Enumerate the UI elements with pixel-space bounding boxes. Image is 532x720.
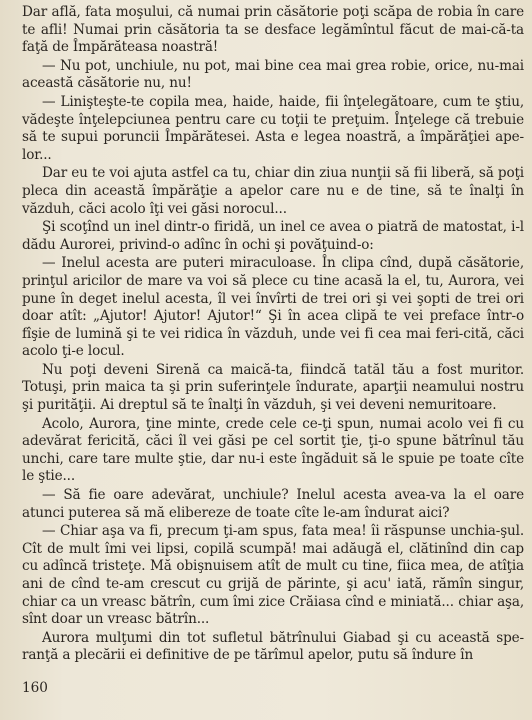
paragraph: Şi scoţînd un inel dintr-o firidă, un inel ce avea o piatră de matostat, i-l dădu Aurorei, privind-o adînc în ochi şi povăţuind-o: xyxy=(22,219,524,253)
page-text xyxy=(22,4,524,665)
paragraph: Dar eu te voi ajuta astfel ca tu, chiar din ziua nunţii să fii liberă, să poţi pleca din această împărăţie a apelor care nu e de tine, să te înalţi în văzduh, căci acolo îţi vei găsi norocul... xyxy=(22,165,524,217)
paragraph: Acolo, Aurora, ţine minte, crede cele ce-ţi spun, numai acolo vei fi cu adevărat fericită, căci îl vei găsi pe cel sortit ţie, ţi-o spune bătrînul tău unchi, care tare multe ştie, dar nu-i este îngăduit să le spuie pe toate cîte le ştie... xyxy=(22,415,524,485)
paragraph: — Să fie oare adevărat, unchiule? Inelul acesta avea-va la el oare atunci puterea să mă elibereze de toate cîte le-am îndurat aici? xyxy=(22,487,524,521)
paragraph: — Inelul acesta are puteri miraculoase. În clipa cînd, după căsătorie, prinţul aricilor de mare va voi să plece cu tine acasă la el, tu, Aurora, vei pune în deget inelul acesta, îl vei învîrti de trei ori şi vei şopti de trei ori doar atît: „Ajutor! Ajutor! Ajutor!“ Şi în acea clipă te vei preface într-o fîşie de lumină şi te vei ridica în văzduh, unde vei fi cea mai feri-cită, căci acolo ţi-e locul. xyxy=(22,255,524,360)
paragraph: — Linişteşte-te copila mea, haide, haide, fii înţelegătoare, cum te ştiu, vădeşte înţelepciunea pentru care cu toţii te preţuim. Înţelege că trebuie să te supui poruncii Împărătesei. Asta e legea noastră, a împărăţiei ape-lor... xyxy=(22,93,524,163)
paragraph: — Chiar aşa va fi, precum ţi-am spus, fata mea! îi răspunse unchia-şul. Cît de mult îmi vei lipsi, copilă scumpă! mai adăugă el, clătinînd din cap cu adîncă tristeţe. Mă obişnuisem atît de mult cu tine, fiica mea, de atîţia ani de cînd te-am crescut cu grijă de părinte, şi acu' iată, rămîn singur, chiar ca un vreasc bătrîn, cum îmi zice Crăiasa cînd e miniată... chiar aşa, sînt doar un vreasc bătrîn... xyxy=(22,523,524,628)
page-number: 160 xyxy=(22,680,48,697)
paragraph: Aurora mulţumi din tot sufletul bătrînului Giabad şi cu această spe-ranţă a plecării ei definitive de pe tărîmul apelor, putu să îndure în xyxy=(22,629,524,664)
paragraph: — Nu pot, unchiule, nu pot, mai bine cea mai grea robie, orice, nu-mai această căsătorie nu, nu! xyxy=(22,57,524,92)
paragraph: Dar află, fata moşului, că numai prin căsătorie poţi scăpa de robia în care te afli! Numai prin căsătoria ta se desface legămîntul făcut de mai-că-ta faţă de Împărăteasa noastră! xyxy=(22,4,524,56)
paragraph: Nu poţi deveni Sirenă ca maică-ta, fiindcă tatăl tău a fost muritor. Totuşi, prin maica ta şi prin suferinţele îndurate, aparţii neamului nostru şi purităţii. Ai dreptul să te înalţi în văzduh, şi vei deveni nemuritoare. xyxy=(22,361,524,414)
